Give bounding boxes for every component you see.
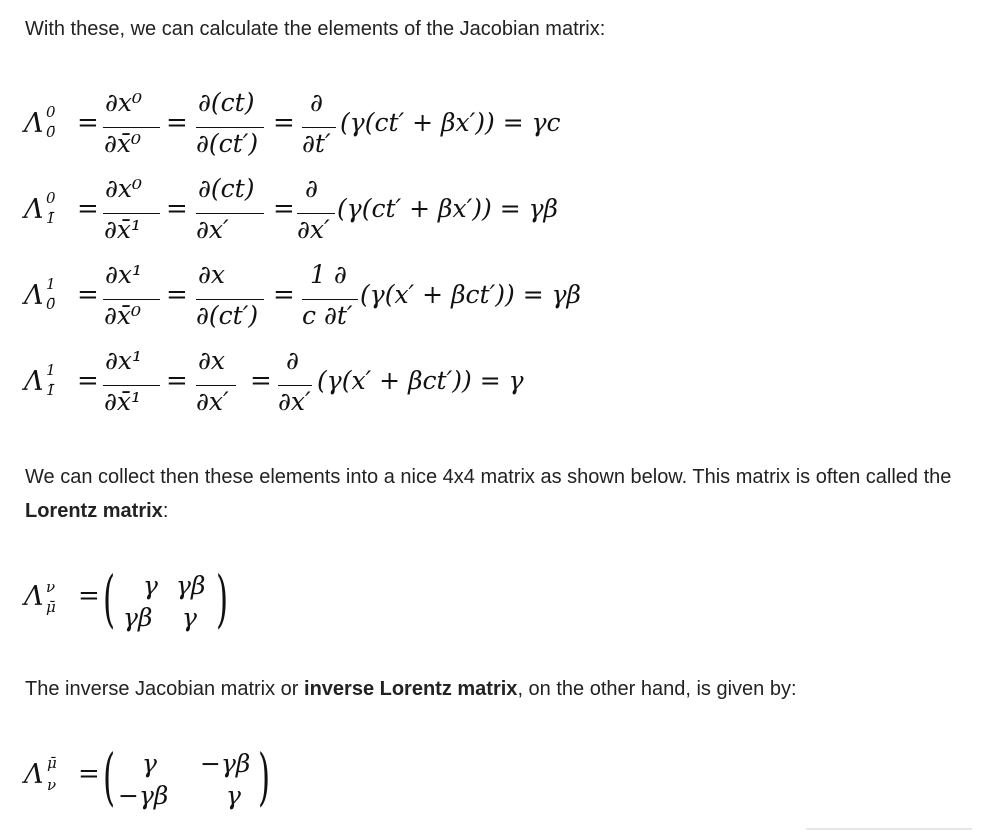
fraction-3-numerator: ∂ [310,88,323,117]
lorentz-cell-01: γβ [176,571,206,600]
equation-lhs-sup: 1 [46,275,56,293]
equation-lhs-sup: 0 [46,189,56,207]
equation-result: (γ(ct′ + βx′)) = γβ [337,194,558,223]
fraction-3-denominator: c ∂t′ [302,301,353,330]
fraction-1-denominator: ∂x̄¹ [104,387,142,416]
inverse-cell-01: −γβ [200,749,251,778]
intro-text: With these, we can calculate the elements of the Jacobian matrix: [25,18,606,40]
lorentz-sub: μ̄ [46,598,56,616]
equation-equals: = [166,366,188,396]
inverse-lorentz-term: inverse Lorentz matrix [304,678,518,700]
lorentz-cell-10: γβ [123,603,153,632]
equation-equals: = [77,280,99,310]
fraction-1-numerator: ∂x¹ [105,260,143,289]
equation-lhs: Λ [24,194,44,225]
equation-equals: = [273,280,295,310]
fraction-3-denominator: ∂t′ [302,129,331,158]
fraction-2-numerator: ∂(ct) [198,88,255,117]
lorentz-lhs: Λ [24,581,44,612]
equation-lhs: Λ [24,108,44,139]
equation-equals: = [166,194,188,224]
fraction-3-numerator: ∂ [286,346,299,375]
collect-text: We can collect then these elements into a nice 4x4 matrix as shown below. This matrix is often called the [25,466,952,488]
equation-equals: = [273,194,295,224]
lorentz-sup: ν [46,578,56,596]
equation-lhs-sup: 0 [46,103,56,121]
equation-equals: = [250,366,272,396]
inverse-cell-10: −γβ [118,781,169,810]
equation-lhs-sup: 1 [46,361,56,379]
inverse-tail: , on the other hand, is given by: [517,678,797,700]
equation-equals: = [77,108,99,138]
fraction-3-numerator: 1 ∂ [310,260,347,289]
fraction-3-denominator: ∂x′ [278,387,311,416]
inverse-sup: μ̄ [47,754,57,772]
lorentz-equals: = [78,581,100,611]
equation-equals: = [166,280,188,310]
lorentz-matrix-term: Lorentz matrix [25,500,163,522]
inverse-text: The inverse Jacobian matrix or [25,678,305,700]
fraction-2-numerator: ∂x [198,260,226,289]
fraction-2-denominator: ∂(ct′) [196,301,259,330]
fraction-1-numerator: ∂x⁰ [105,174,143,203]
equation-result: (γ(x′ + βct′)) = γ [317,366,524,395]
equation-lhs-sub: 0̄ [46,123,56,141]
lorentz-cell-00: γ [143,571,158,600]
fraction-1-denominator: ∂x̄⁰ [104,129,142,158]
equation-equals: = [77,366,99,396]
fraction-1-numerator: ∂x⁰ [105,88,143,117]
inverse-cell-00: γ [142,749,157,778]
fraction-2-denominator: ∂x′ [196,387,229,416]
equation-lhs-sub: 0̄ [46,295,56,313]
inverse-paragraph [25,672,972,706]
equation-equals: = [273,108,295,138]
fraction-3-denominator: ∂x′ [297,215,330,244]
fraction-2-denominator: ∂x′ [196,215,229,244]
inverse-cell-11: γ [226,781,241,810]
fraction-2-numerator: ∂x [198,346,226,375]
lorentz-cell-11: γ [182,603,197,632]
equation-lhs-sub: 1̄ [46,381,56,399]
intro-paragraph [25,12,972,46]
fraction-3-numerator: ∂ [305,174,318,203]
fraction-1-denominator: ∂x̄⁰ [104,301,142,330]
collect-paragraph [25,460,972,528]
equation-lhs: Λ [24,366,44,397]
equation-lhs: Λ [24,280,44,311]
fraction-2-numerator: ∂(ct) [198,174,255,203]
inverse-right-paren: ) [258,740,271,813]
equation-lhs-sub: 1̄ [46,209,56,227]
inverse-sub: ν [47,776,57,794]
fraction-1-denominator: ∂x̄¹ [104,215,142,244]
equation-result: (γ(ct′ + βx′)) = γc [340,108,561,137]
lorentz-left-paren: ( [103,562,116,635]
inverse-equals: = [78,759,100,789]
inverse-lhs: Λ [24,759,44,790]
equation-result: (γ(x′ + βct′)) = γβ [360,280,581,309]
equation-equals: = [166,108,188,138]
footer-divider [806,828,972,830]
lorentz-right-paren: ) [216,562,229,635]
collect-colon: : [162,500,169,522]
fraction-1-numerator: ∂x¹ [105,346,143,375]
fraction-2-denominator: ∂(ct′) [196,129,259,158]
inverse-left-paren: ( [103,740,116,813]
equation-equals: = [77,194,99,224]
